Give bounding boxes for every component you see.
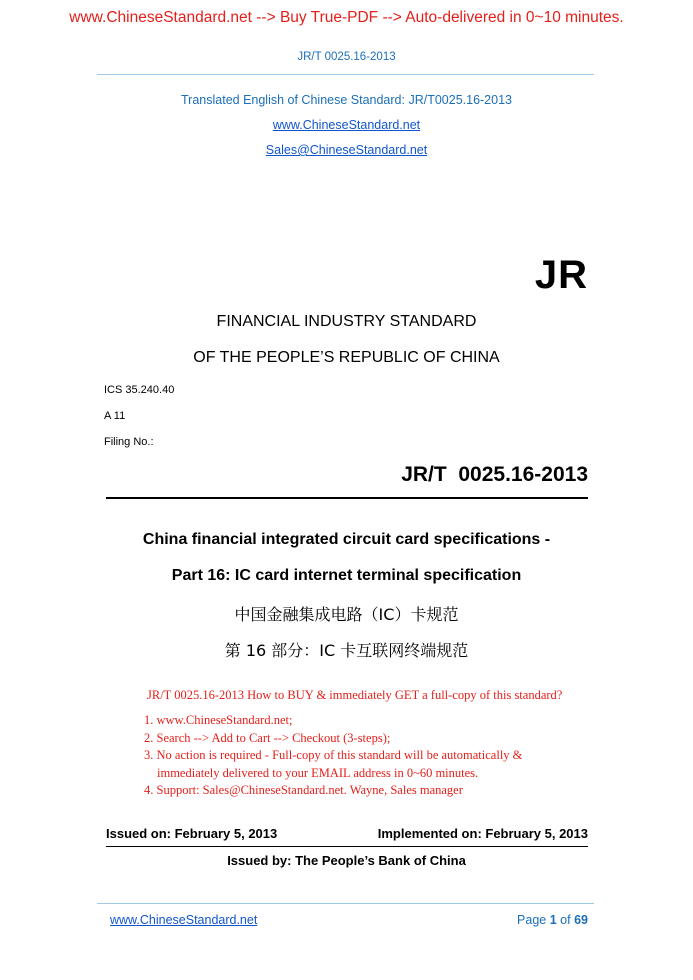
ics-code: ICS 35.240.40 bbox=[104, 384, 175, 396]
website-link-text[interactable]: www.ChineseStandard.net bbox=[272, 118, 421, 132]
doc-title-en-line1: China financial integrated circuit card specifications - bbox=[142, 531, 551, 548]
purchase-step: 2. Search --> Add to Cart --> Checkout (3-steps); bbox=[144, 730, 391, 745]
issued-on-date: Issued on: February 5, 2013 bbox=[106, 826, 278, 841]
standard-number-rule bbox=[106, 497, 588, 499]
doc-title-en-line2: Part 16: IC card internet terminal specification bbox=[171, 567, 522, 584]
purchase-step: 3. No action is required - Full-copy of this standard will be automatically & bbox=[144, 748, 523, 762]
page-of: of bbox=[560, 913, 571, 927]
translation-line: Translated English of Chinese Standard: JR/T0025.16-2013 bbox=[181, 93, 512, 107]
category-code: A 11 bbox=[104, 410, 126, 422]
dates-rule bbox=[106, 846, 588, 847]
footer-website-text[interactable]: www.ChineseStandard.net bbox=[110, 913, 258, 927]
purchase-step: immediately delivered to your EMAIL address in 0~60 minutes. bbox=[157, 765, 479, 780]
jr-logo: JR bbox=[534, 253, 588, 297]
purchase-steps bbox=[144, 712, 522, 800]
issued-by: Issued by: The People’s Bank of China bbox=[227, 853, 466, 868]
standard-title-line2: OF THE PEOPLE’S REPUBLIC OF CHINA bbox=[193, 349, 500, 366]
purchase-heading: JR/T 0025.16-2013 How to BUY & immediately GET a full-copy of this standard? bbox=[147, 688, 563, 702]
purchase-step: 4. Support: Sales@ChineseStandard.net. Wayne, Sales manager bbox=[144, 783, 463, 797]
filing-number: Filing No.: bbox=[104, 436, 154, 448]
doc-title-zh-line2: 第 16 部分：IC 卡互联网终端规范 bbox=[224, 641, 469, 660]
header-doc-code: JR/T 0025.16-2013 bbox=[297, 51, 396, 63]
doc-title-zh-line1: 中国金融集成电路（IC）卡规范 bbox=[234, 605, 459, 624]
standard-title-line1: FINANCIAL INDUSTRY STANDARD bbox=[216, 313, 477, 330]
footer-divider bbox=[97, 903, 594, 904]
translation-website-link[interactable] bbox=[0, 118, 693, 132]
top-banner[interactable]: www.ChineseStandard.net --> Buy True-PDF --> Auto-delivered in 0~10 minutes. bbox=[69, 9, 624, 26]
page-current: 1 bbox=[549, 913, 557, 927]
footer-website-link[interactable] bbox=[110, 913, 257, 927]
implemented-on-date: Implemented on: February 5, 2013 bbox=[377, 826, 588, 841]
page-indicator bbox=[517, 913, 588, 927]
page-label: Page bbox=[517, 913, 547, 927]
translation-email-link[interactable] bbox=[0, 143, 693, 157]
standard-number: JR/T 0025.16-2013 bbox=[401, 463, 588, 486]
purchase-step[interactable]: 1. www.ChineseStandard.net; bbox=[144, 713, 293, 727]
page-total: 69 bbox=[574, 913, 588, 927]
email-link-text[interactable]: Sales@ChineseStandard.net bbox=[265, 143, 428, 157]
header-divider bbox=[97, 74, 594, 75]
